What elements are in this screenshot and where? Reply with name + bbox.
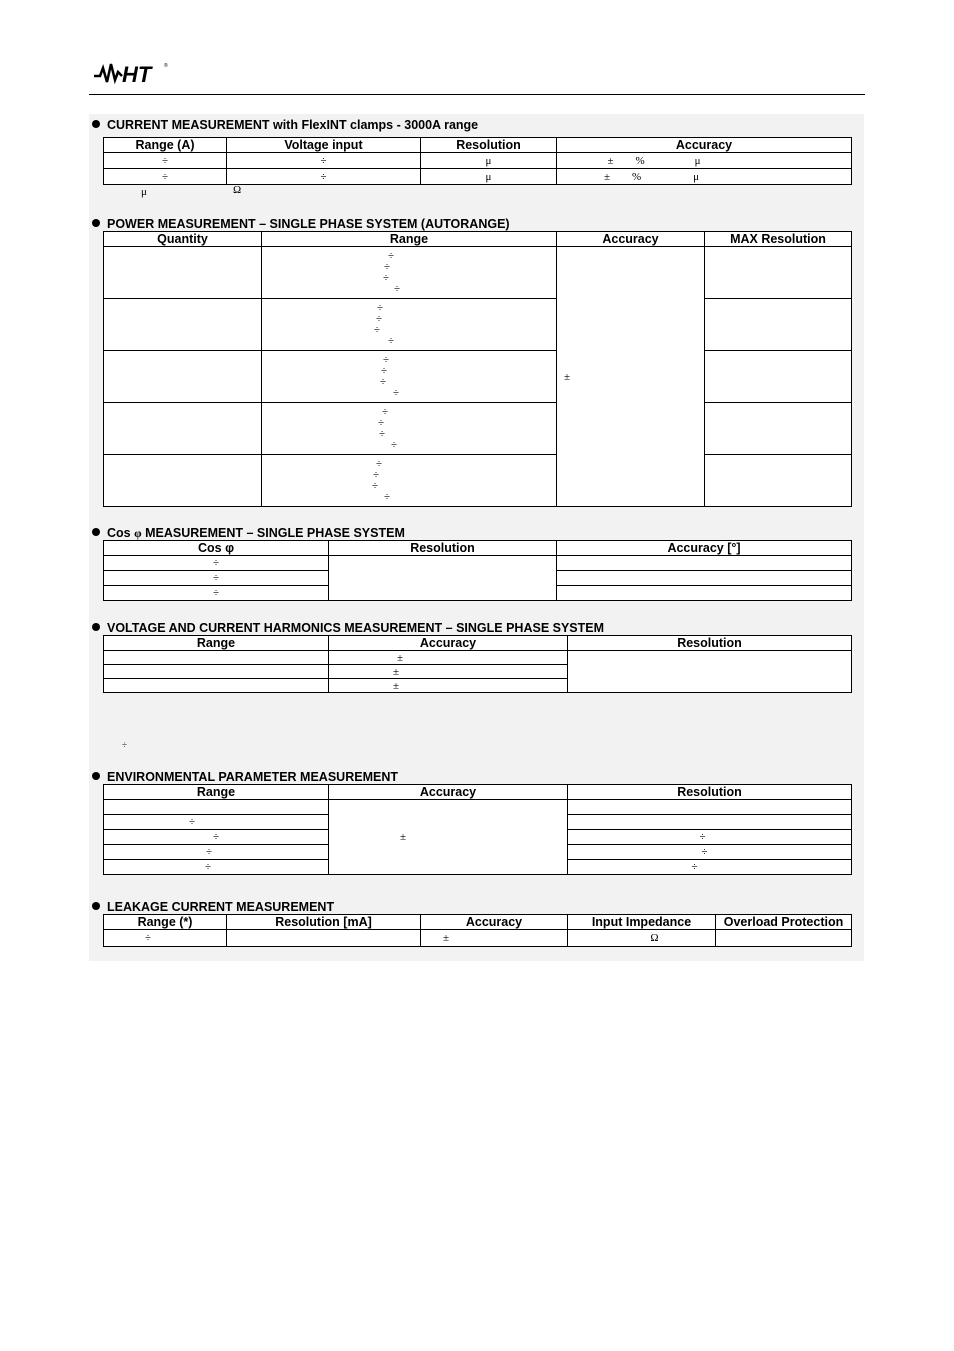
quantity-cell: [104, 403, 262, 455]
accuracy-cell: ± % μ: [557, 153, 852, 169]
quantity-cell: [104, 351, 262, 403]
accuracy-cell: ±: [421, 930, 568, 947]
range-cell: ÷ ÷ ÷ ÷: [262, 247, 557, 299]
impedance-cell: Ω: [568, 930, 716, 947]
range-cell: [104, 651, 329, 665]
bullet-icon: [92, 528, 100, 536]
range-cell: ÷: [104, 930, 227, 947]
table-row: [104, 403, 852, 455]
resolution-cell: [705, 351, 852, 403]
bullet-icon: [92, 623, 100, 631]
svg-text:®: ®: [164, 63, 168, 69]
range-cell: [104, 800, 329, 815]
accuracy-cell: ±: [329, 679, 568, 693]
overload-cell: [716, 930, 852, 947]
col-header: Resolution: [329, 541, 557, 556]
col-header: Range: [104, 636, 329, 651]
quantity-cell: [104, 455, 262, 507]
col-header: Accuracy: [557, 232, 705, 247]
bullet-icon: [92, 219, 100, 227]
voltage-cell: ÷: [227, 153, 421, 169]
voltage-cell: ÷: [227, 169, 421, 185]
range-cell: ÷: [104, 860, 329, 875]
accuracy-cell: ± % μ: [557, 169, 852, 185]
col-header: Cos φ: [104, 541, 329, 556]
resolution-cell: [568, 800, 852, 815]
quantity-cell: [104, 247, 262, 299]
table-row: [104, 169, 852, 185]
table-row: [104, 247, 852, 299]
accuracy-cell: ±: [329, 651, 568, 665]
table-row: [104, 455, 852, 507]
col-header: Accuracy: [329, 785, 568, 800]
col-header: Input Impedance: [568, 915, 716, 930]
accuracy-cell: ±: [329, 800, 568, 875]
section-title-harmonics: VOLTAGE AND CURRENT HARMONICS MEASUREMENT – SINGLE PHASE SYSTEM: [92, 621, 604, 635]
table-row: [104, 930, 852, 947]
table-row: [104, 153, 852, 169]
quantity-cell: [104, 299, 262, 351]
resolution-cell: μ: [421, 153, 557, 169]
table-row: [104, 651, 852, 665]
cosphi-cell: ÷: [104, 571, 329, 586]
resolution-cell: ÷: [568, 860, 852, 875]
resolution-cell: [568, 651, 852, 693]
environmental-table: [103, 784, 852, 875]
range-cell: ÷: [104, 815, 329, 830]
current-table: [103, 137, 852, 185]
range-cell: ÷ ÷ ÷ ÷: [262, 299, 557, 351]
accuracy-cell: [557, 571, 852, 586]
table-row: [104, 351, 852, 403]
note-mu: μ: [141, 186, 147, 198]
col-header: Accuracy: [557, 138, 852, 153]
section-title-environmental: ENVIRONMENTAL PARAMETER MEASUREMENT: [92, 770, 398, 784]
resolution-cell: [329, 556, 557, 601]
resolution-cell: [705, 455, 852, 507]
range-cell: ÷: [104, 153, 227, 169]
accuracy-cell: [557, 586, 852, 601]
resolution-cell: [227, 930, 421, 947]
section-title-leakage: LEAKAGE CURRENT MEASUREMENT: [92, 900, 334, 914]
resolution-cell: μ: [421, 169, 557, 185]
range-cell: ÷ ÷ ÷ ÷: [262, 455, 557, 507]
section-title-current: CURRENT MEASUREMENT with FlexINT clamps - 3000A range: [92, 118, 478, 132]
range-cell: ÷: [104, 830, 329, 845]
bullet-icon: [92, 902, 100, 910]
col-header: Range: [262, 232, 557, 247]
table-row: [104, 800, 852, 815]
harmonics-table: [103, 635, 852, 693]
col-header: Voltage input: [227, 138, 421, 153]
resolution-cell: [705, 247, 852, 299]
cosphi-cell: ÷: [104, 586, 329, 601]
range-cell: ÷ ÷ ÷ ÷: [262, 403, 557, 455]
bullet-icon: [92, 120, 100, 128]
col-header: Resolution [mA]: [227, 915, 421, 930]
accuracy-cell: ±: [557, 247, 705, 507]
accuracy-cell: ±: [329, 665, 568, 679]
logo-text: HT: [122, 62, 152, 87]
range-cell: ÷ ÷ ÷ ÷: [262, 351, 557, 403]
col-header: Range (*): [104, 915, 227, 930]
resolution-cell: [705, 403, 852, 455]
header-rule: [89, 94, 865, 95]
harmonics-note: ÷: [122, 740, 127, 750]
range-cell: [104, 665, 329, 679]
range-cell: ÷: [104, 169, 227, 185]
col-header: Range (A): [104, 138, 227, 153]
col-header: Accuracy: [329, 636, 568, 651]
col-header: Accuracy [°]: [557, 541, 852, 556]
resolution-cell: ÷: [568, 830, 852, 845]
resolution-cell: [568, 815, 852, 830]
section-title-power: POWER MEASUREMENT – SINGLE PHASE SYSTEM (AUTORANGE): [92, 217, 510, 231]
col-header: Quantity: [104, 232, 262, 247]
col-header: Resolution: [568, 636, 852, 651]
resolution-cell: [705, 299, 852, 351]
range-cell: ÷: [104, 845, 329, 860]
col-header: Range: [104, 785, 329, 800]
col-header: MAX Resolution: [705, 232, 852, 247]
cosphi-cell: ÷: [104, 556, 329, 571]
range-cell: [104, 679, 329, 693]
resolution-cell: ÷: [568, 845, 852, 860]
table-row: [104, 556, 852, 571]
ht-logo: [92, 58, 172, 88]
accuracy-cell: [557, 556, 852, 571]
section-title-cosphi: Cos φ MEASUREMENT – SINGLE PHASE SYSTEM: [92, 526, 405, 540]
col-header: Resolution: [568, 785, 852, 800]
note-ohm: Ω: [233, 184, 242, 196]
power-table: [103, 231, 852, 507]
cosphi-table: [103, 540, 852, 601]
bullet-icon: [92, 772, 100, 780]
leakage-table: [103, 914, 852, 947]
col-header: Overload Protection: [716, 915, 852, 930]
col-header: Accuracy: [421, 915, 568, 930]
col-header: Resolution: [421, 138, 557, 153]
table-row: [104, 299, 852, 351]
